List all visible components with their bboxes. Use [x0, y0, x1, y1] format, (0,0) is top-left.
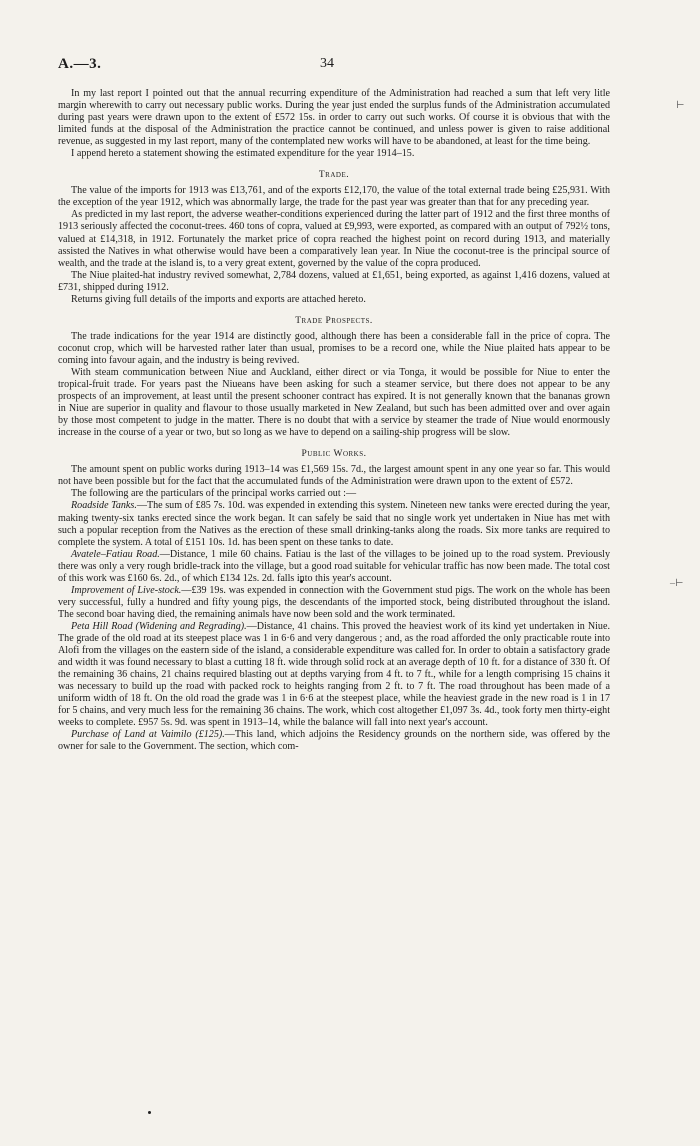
works-item-title: Improvement of Live-stock. — [71, 584, 182, 596]
works-item-title: Purchase of Land at Vaimilo (£125). — [71, 729, 225, 741]
works-item-title: Roadside Tanks. — [71, 500, 137, 512]
printer-dot — [148, 1111, 151, 1114]
paragraph: The Niue plaited-hat industry revived somewhat, 2,784 dozens, valued at £1,651, being exported, as against 1,416 dozens, valued at £731, shipped during 1912. — [58, 269, 610, 293]
works-item-text: —Distance, 41 chains. This proved the heaviest work of its kind yet undertaken in Niue. The grade of the old road at its steepest place was 1 in 6·6 and very dangerous ; and, as the road afforded the only practicable route into Alofi from the villages on the eastern side of the island, a considerable expenditure was called for. In order to obtain a satisfactory grade and width it was found necessary to blast a cutting 18 ft. wide through solid rock at an average depth of 10 ft. for a distance of 330 ft. Of the remaining 36 chains, 21 chains required blasting out at depths varying from 4 ft. to 7 ft., while for a length comprising 15 chains it was necessary to build up the road with packed rock to heights ranging from 2 ft. to 7 ft. The road throughout has been made of a uniform width of 18 ft. On the old road the grade was 1 in 6·6 at the steepest place, while the heaviest grade in the new road is 1 in 17 for 5 chains, and very much less for the remaining 36 chains. The work, which cost altogether £1,097 3s. 4d., took forty men thirty-eight weeks to complete. £957 5s. 9d. was spent in 1913–14, while the balance will fall into next year's account. — [58, 620, 610, 729]
works-item — [58, 729, 610, 753]
works-item-text: —This land, which adjoins the Residency grounds on the northern side, was offered by the owner for sale to the Government. The section, which com- — [58, 729, 610, 753]
works-item — [58, 585, 610, 621]
paragraph: The amount spent on public works during 1913–14 was £1,569 15s. 7d., the largest amount spent in any one year so far. This would not have been possible but for the fact that the accumulated funds of the Administration were drawn upon to the extent of £572. — [58, 464, 610, 488]
section-heading-trade-prospects: Trade Prospects. — [295, 315, 373, 326]
paragraph: The trade indications for the year 1914 are distinctly good, although there has been a considerable fall in the price of copra. The coconut crop, which will be harvested rather later than usual, promises to be a record one, while the Niue plaited hats appear to be coming into favour again, and the industry is being revived. — [58, 330, 610, 366]
works-item — [58, 621, 610, 729]
document-reference: A.—3. — [58, 56, 102, 72]
works-item-title: Peta Hill Road (Widening and Regrading). — [71, 620, 247, 632]
section-heading-trade: Trade. — [318, 170, 350, 181]
paragraph: The value of the imports for 1913 was £13,761, and of the exports £12,170, the value of the total external trade being £25,931. With the exception of the year 1912, which was abnormally large, the trade for the past year was greater than that for any preceding year. — [58, 185, 610, 209]
works-item-text: —£39 19s. was expended in connection with the Government stud pigs. The work on the whole has been very successful, fully a hundred and fifty young pigs, the descendants of the imported stock, being distributed throughout the island. The second boar having died, the remaining animals have now been sold and the work terminated. — [58, 584, 611, 620]
paragraph: With steam communication between Niue and Auckland, either direct or via Tonga, it would be possible for Niue to enter the tropical-fruit trade. For years past the Niueans have been asking for such a steamer service, but there does not appear to be any prospects of an improvement, at least until the present schooner contract has expired. It is not generally known that the bananas grown in Niue are superior in quality and flavour to those usually marketed in New Zealand, but such has been admitted over and over again by those most competent to judge in the matter. There is no doubt that with a service by steamer the trade of Niue would enormously increase in the course of a year or two, but so long as we have to depend on a sailing-ship progress will be slow. — [58, 366, 610, 439]
margin-mark: ⊢ — [676, 100, 685, 111]
paragraph: Returns giving full details of the imports and exports are attached hereto. — [71, 293, 366, 305]
page-header — [58, 56, 610, 74]
works-item — [58, 549, 610, 585]
paragraph: As predicted in my last report, the adverse weather-conditions experienced during the latter part of 1912 and the first three months of 1913 seriously affected the coconut-trees. 460 tons of copra, valued at £9,993, were exported, as compared with an output of 792½ tons, valued at £14,318, in 1912. Fortunately the market price of copra reached the highest point on record during 1913, and materially assisted the Natives in what otherwise would have been a comparatively lean year. In Niue the coconut-tree is the principal source of wealth, and the trade at the island is, to a very great extent, governed by the value of the copra produced. — [58, 209, 610, 269]
works-item-text: —Distance, 1 mile 60 chains. Fatiau is the last of the villages to be joined up to the road system. Previously there was only a very rough bridle-track into the village, but a good road suitable for vehicular traffic has now been made. The total cost of this work was £160 6s. 2d., of which £134 12s. 2d. falls into this year's account. — [58, 548, 610, 584]
document-body — [58, 88, 610, 753]
page-number: 34 — [320, 56, 334, 71]
section-heading-public-works: Public Works. — [301, 449, 367, 460]
works-item-text: —The sum of £85 7s. 10d. was expended in extending this system. Nineteen new tanks were erected during the year, making twenty-six tanks erected since the work began. It can safely be said that no single work yet undertaken in Niue has met with such a popular reception from the Natives as the erection of these small drinking-tanks along the roads. Six more tanks are required to complete the system. A total of £151 10s. 1d. has been spent on these tanks to date. — [58, 500, 610, 548]
works-item-title: Avatele–Fatiau Road. — [71, 548, 160, 560]
paragraph: The following are the particulars of the principal works carried out :— — [71, 488, 357, 500]
paragraph: In my last report I pointed out that the annual recurring expenditure of the Administration had reached a sum that left very litle margin wherewith to carry out necessary public works. During the year just ended the surplus funds of the Administration accumulated during past years were drawn upon to the extent of £572 15s. in order to carry out such works. Of course it is obvious that with the limited funds at the disposal of the Administration the practice cannot be continued, and unless power is given to raise additional revenue, as suggested in my last report, many of the contemplated new works will have to be abandoned, at least for the time being. — [58, 88, 610, 148]
paragraph: I append hereto a statement showing the estimated expenditure for the year 1914–15. — [71, 148, 415, 160]
works-item — [58, 500, 610, 548]
margin-mark: –⊢ — [670, 578, 684, 589]
